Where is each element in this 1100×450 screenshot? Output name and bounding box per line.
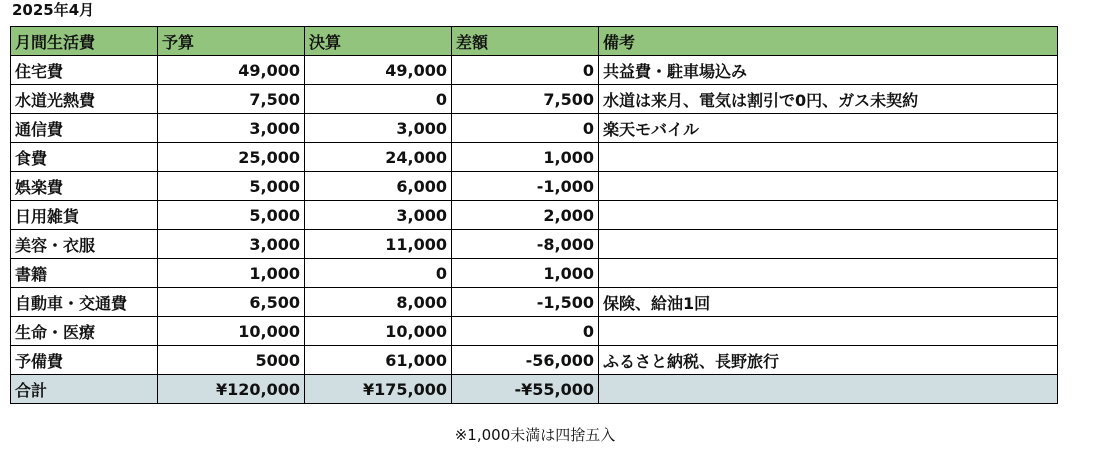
cell-budget[interactable]: 5,000 xyxy=(158,201,305,230)
cell-budget[interactable]: 10,000 xyxy=(158,317,305,346)
cell-actual[interactable]: 24,000 xyxy=(305,143,452,172)
header-row xyxy=(11,27,1058,56)
cell-actual[interactable]: 0 xyxy=(305,259,452,288)
cell-budget[interactable]: 5,000 xyxy=(158,172,305,201)
cell-budget[interactable]: 1,000 xyxy=(158,259,305,288)
table-row xyxy=(11,85,1058,114)
cell-budget[interactable]: 6,500 xyxy=(158,288,305,317)
cell-note[interactable] xyxy=(599,259,1058,288)
table-row xyxy=(11,230,1058,259)
header-budget[interactable]: 予算 xyxy=(158,27,305,56)
cell-actual[interactable]: 61,000 xyxy=(305,346,452,375)
cell-budget[interactable]: 49,000 xyxy=(158,56,305,85)
cell-actual[interactable]: 8,000 xyxy=(305,288,452,317)
cell-note[interactable]: ふるさと納税、長野旅行 xyxy=(599,346,1058,375)
cell-category[interactable]: 娯楽費 xyxy=(11,172,158,201)
cell-diff[interactable]: 1,000 xyxy=(452,143,599,172)
cell-category[interactable]: 自動車・交通費 xyxy=(11,288,158,317)
footnote: ※1,000未満は四捨五入 xyxy=(454,426,616,444)
cell-category[interactable]: 住宅費 xyxy=(11,56,158,85)
cell-note[interactable]: 共益費・駐車場込み xyxy=(599,56,1058,85)
sheet-title: 2025年4月 xyxy=(12,1,95,19)
cell-budget[interactable]: 7,500 xyxy=(158,85,305,114)
cell-diff[interactable]: 7,500 xyxy=(452,85,599,114)
cell-diff[interactable]: -1,500 xyxy=(452,288,599,317)
cell-category[interactable]: 書籍 xyxy=(11,259,158,288)
total-label[interactable]: 合計 xyxy=(11,375,158,404)
table-row xyxy=(11,172,1058,201)
total-diff[interactable]: -¥55,000 xyxy=(452,375,599,404)
table-row xyxy=(11,317,1058,346)
total-note[interactable] xyxy=(599,375,1058,404)
cell-diff[interactable]: 0 xyxy=(452,317,599,346)
cell-category[interactable]: 生命・医療 xyxy=(11,317,158,346)
header-diff[interactable]: 差額 xyxy=(452,27,599,56)
table-row xyxy=(11,259,1058,288)
cell-category[interactable]: 水道光熱費 xyxy=(11,85,158,114)
cell-budget[interactable]: 25,000 xyxy=(158,143,305,172)
cell-actual[interactable]: 6,000 xyxy=(305,172,452,201)
cell-diff[interactable]: 2,000 xyxy=(452,201,599,230)
cell-note[interactable] xyxy=(599,230,1058,259)
cell-diff[interactable]: -56,000 xyxy=(452,346,599,375)
cell-category[interactable]: 美容・衣服 xyxy=(11,230,158,259)
cell-diff[interactable]: 0 xyxy=(452,114,599,143)
cell-category[interactable]: 食費 xyxy=(11,143,158,172)
cell-note[interactable]: 水道は来月、電気は割引で0円、ガス未契約 xyxy=(599,85,1058,114)
cell-actual[interactable]: 11,000 xyxy=(305,230,452,259)
cell-category[interactable]: 日用雑貨 xyxy=(11,201,158,230)
cell-actual[interactable]: 3,000 xyxy=(305,114,452,143)
total-budget[interactable]: ¥120,000 xyxy=(158,375,305,404)
cell-actual[interactable]: 3,000 xyxy=(305,201,452,230)
cell-diff[interactable]: -8,000 xyxy=(452,230,599,259)
table-row xyxy=(11,201,1058,230)
cell-budget[interactable]: 5000 xyxy=(158,346,305,375)
cell-budget[interactable]: 3,000 xyxy=(158,114,305,143)
cell-note[interactable] xyxy=(599,201,1058,230)
table-row xyxy=(11,114,1058,143)
cell-actual[interactable]: 10,000 xyxy=(305,317,452,346)
cell-note[interactable] xyxy=(599,143,1058,172)
header-actual[interactable]: 決算 xyxy=(305,27,452,56)
total-row xyxy=(11,375,1058,404)
cell-note[interactable] xyxy=(599,172,1058,201)
cell-diff[interactable]: 0 xyxy=(452,56,599,85)
cell-diff[interactable]: 1,000 xyxy=(452,259,599,288)
table-row xyxy=(11,288,1058,317)
table-row xyxy=(11,56,1058,85)
cell-note[interactable] xyxy=(599,317,1058,346)
cell-actual[interactable]: 49,000 xyxy=(305,56,452,85)
header-category[interactable]: 月間生活費 xyxy=(11,27,158,56)
table-row xyxy=(11,143,1058,172)
total-actual[interactable]: ¥175,000 xyxy=(305,375,452,404)
budget-table xyxy=(10,26,1058,404)
cell-note[interactable]: 保険、給油1回 xyxy=(599,288,1058,317)
cell-diff[interactable]: -1,000 xyxy=(452,172,599,201)
cell-actual[interactable]: 0 xyxy=(305,85,452,114)
header-note[interactable]: 備考 xyxy=(599,27,1058,56)
table-row xyxy=(11,346,1058,375)
cell-category[interactable]: 予備費 xyxy=(11,346,158,375)
cell-budget[interactable]: 3,000 xyxy=(158,230,305,259)
cell-note[interactable]: 楽天モバイル xyxy=(599,114,1058,143)
cell-category[interactable]: 通信費 xyxy=(11,114,158,143)
